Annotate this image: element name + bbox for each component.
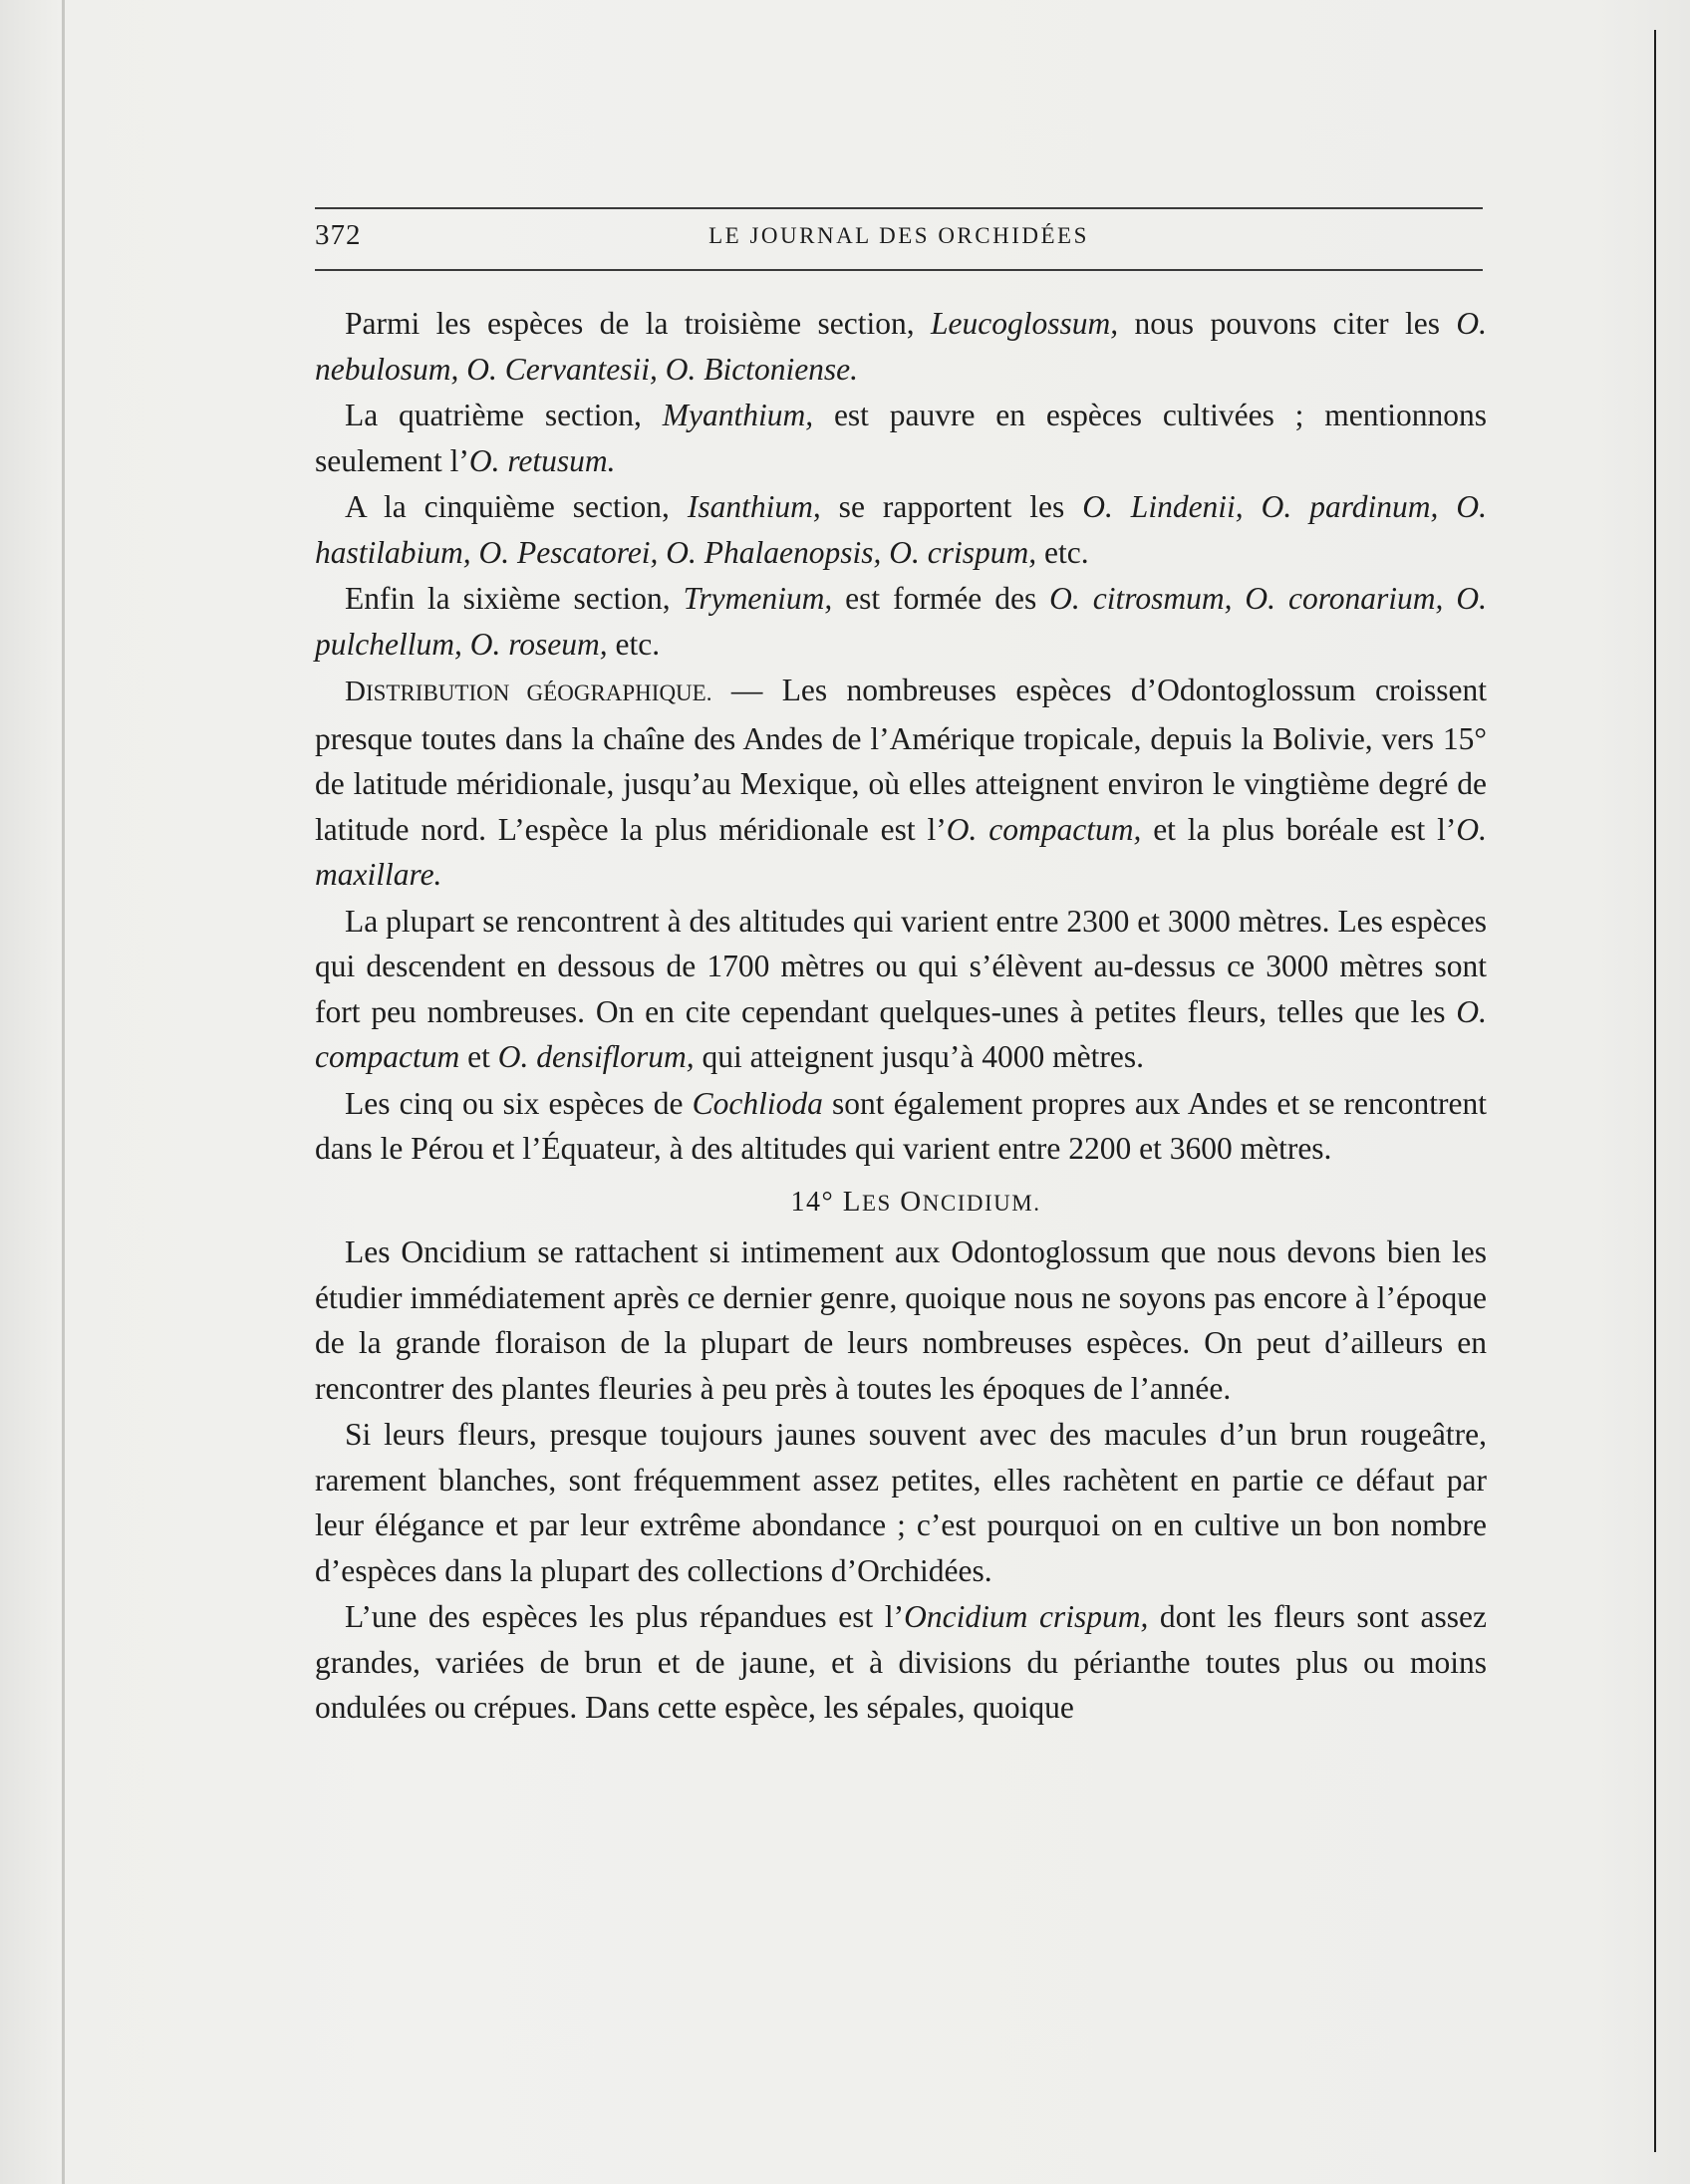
small-caps-run: NCIDIUM.	[922, 1190, 1041, 1216]
text-run: dont les fleurs sont assez grandes, variées de brun et de jaune, et à divisions du périanthe toutes plus ou moins ondulées ou crépues. Dans cette espèce, les sépales, quoique	[315, 1599, 1487, 1725]
paragraph-isanthium	[315, 484, 1487, 575]
paragraph-leucoglossum	[315, 301, 1487, 392]
small-caps-run: ES	[861, 1190, 892, 1216]
header-rule-top	[315, 207, 1483, 209]
paragraph-oncidium-flowers	[315, 1412, 1487, 1593]
running-title: LE JOURNAL DES ORCHIDÉES	[708, 223, 1089, 248]
text-run: Parmi les espèces de la troisième section,	[345, 306, 932, 341]
text-run: etc.	[1036, 534, 1089, 570]
italic-run: O. nebulosum, O. Cervantesii, O. Bictoniense.	[315, 306, 1487, 387]
text-run: etc.	[607, 626, 661, 662]
italic-run: Myanthium,	[662, 398, 814, 432]
text-run: Les cinq ou six espèces de	[345, 1085, 693, 1121]
text-run: Enfin la sixième section,	[345, 581, 684, 616]
page-edge-shadow	[62, 0, 65, 2184]
italic-run: Trymenium,	[683, 581, 833, 616]
italic-run: O. compactum,	[946, 811, 1142, 847]
text-run: sont également propres aux Andes et se rencontrent dans le Pérou et l’Équateur, à des altitudes qui varient entre 2200 et 3600 mètres.	[315, 1085, 1487, 1166]
italic-run: O. compactum	[315, 993, 1487, 1074]
text-run: — Les nombreuses espèces d’Odontoglossum croissent presque toutes dans la chaîne des Andes de l’Amérique tropicale, depuis la Bolivie, vers 15° de latitude méridionale, jusqu’au Mexique, où elles atteignent environ le vingtième degré de latitude nord. L’espèce la plus méridionale est l’	[315, 673, 1487, 847]
paragraph-myanthium	[315, 393, 1487, 483]
italic-run: Oncidium crispum,	[904, 1599, 1149, 1634]
section-number: 14°	[790, 1186, 835, 1218]
text-run: se rapportent les	[820, 489, 1083, 524]
italic-run: Cochlioda	[692, 1085, 823, 1121]
text-run: A la cinquième section,	[345, 489, 688, 524]
small-caps-initial: L	[842, 1185, 862, 1218]
text-run: La plupart se rencontrent à des altitudes qui varient entre 2300 et 3000 mètres. Les espèces qui descendent en dessous de 1700 mètres ou qui s’élèvent au-dessus ce 3000 mètres sont fort peu nombreuses. On en cite cependant quelques-unes à petites fleurs, telles que les	[315, 903, 1487, 1029]
page-number: 372	[315, 219, 362, 251]
paragraph-altitudes	[315, 899, 1487, 1080]
text-run: est pauvre en espèces cultivées ; mentionnons seulement l’	[315, 398, 1487, 478]
italic-run: Isanthium,	[687, 489, 821, 524]
italic-run: O. retusum.	[468, 442, 616, 478]
paragraph-oncidium-crispum	[315, 1594, 1487, 1731]
text-run: et	[459, 1039, 498, 1074]
running-header	[315, 217, 1483, 265]
italic-run: O. maxillare.	[315, 811, 1487, 892]
text-run: Si leurs fleurs, presque toujours jaunes souvent avec des macules d’un brun rougeâtre, rarement blanches, sont fréquemment assez petites, elles rachètent en partie ce défaut par leur élégance et par leur extrême abondance ; c’est pourquoi on en cultive un bon nombre d’espèces dans la plupart des collections d’Orchidées.	[315, 1417, 1487, 1588]
page-body	[315, 301, 1487, 1732]
small-caps-run: ISTRIBUTION GÉOGRAPHIQUE.	[365, 681, 712, 705]
text-run: nous pouvons citer les	[1118, 306, 1457, 341]
page-edge-right	[1654, 30, 1656, 2152]
text-run: qui atteignent jusqu’à 4000 mètres.	[694, 1039, 1144, 1074]
italic-run: Leucoglossum,	[931, 306, 1119, 341]
section-heading-oncidium	[315, 1180, 1487, 1227]
small-caps-initial: O	[900, 1185, 923, 1218]
text-run: Les Oncidium se rattachent si intimement aux Odontoglossum que nous devons bien les étudier immédiatement après ce dernier genre, quoique nous ne soyons pas encore à l’époque de la grande floraison de la plupart de leurs nombreuses espèces. On peut d’ailleurs en rencontrer des plantes fleuries à peu près à toutes les époques de l’année.	[315, 1234, 1487, 1406]
italic-run: O. citrosmum, O. coronarium, O. pulchellum, O. roseum,	[315, 581, 1487, 662]
italic-run: O. Lindenii, O. pardinum, O. hastilabium, O. Pescatorei, O. Phalaenopsis, O. crispum,	[315, 489, 1487, 570]
small-caps-initial: D	[345, 676, 366, 707]
text-run: L’une des espèces les plus répandues est l’	[345, 1599, 905, 1634]
text-run: et la plus boréale est l’	[1141, 811, 1457, 847]
italic-run: O. densiflorum,	[497, 1039, 695, 1074]
paragraph-oncidium-intro	[315, 1229, 1487, 1411]
text-run: La quatrième section,	[345, 398, 663, 432]
paragraph-trymenium	[315, 576, 1487, 667]
text-run: est formée des	[832, 581, 1050, 616]
paragraph-cochlioda	[315, 1081, 1487, 1172]
header-rule-bottom	[315, 269, 1483, 271]
paragraph-distribution	[315, 668, 1487, 898]
